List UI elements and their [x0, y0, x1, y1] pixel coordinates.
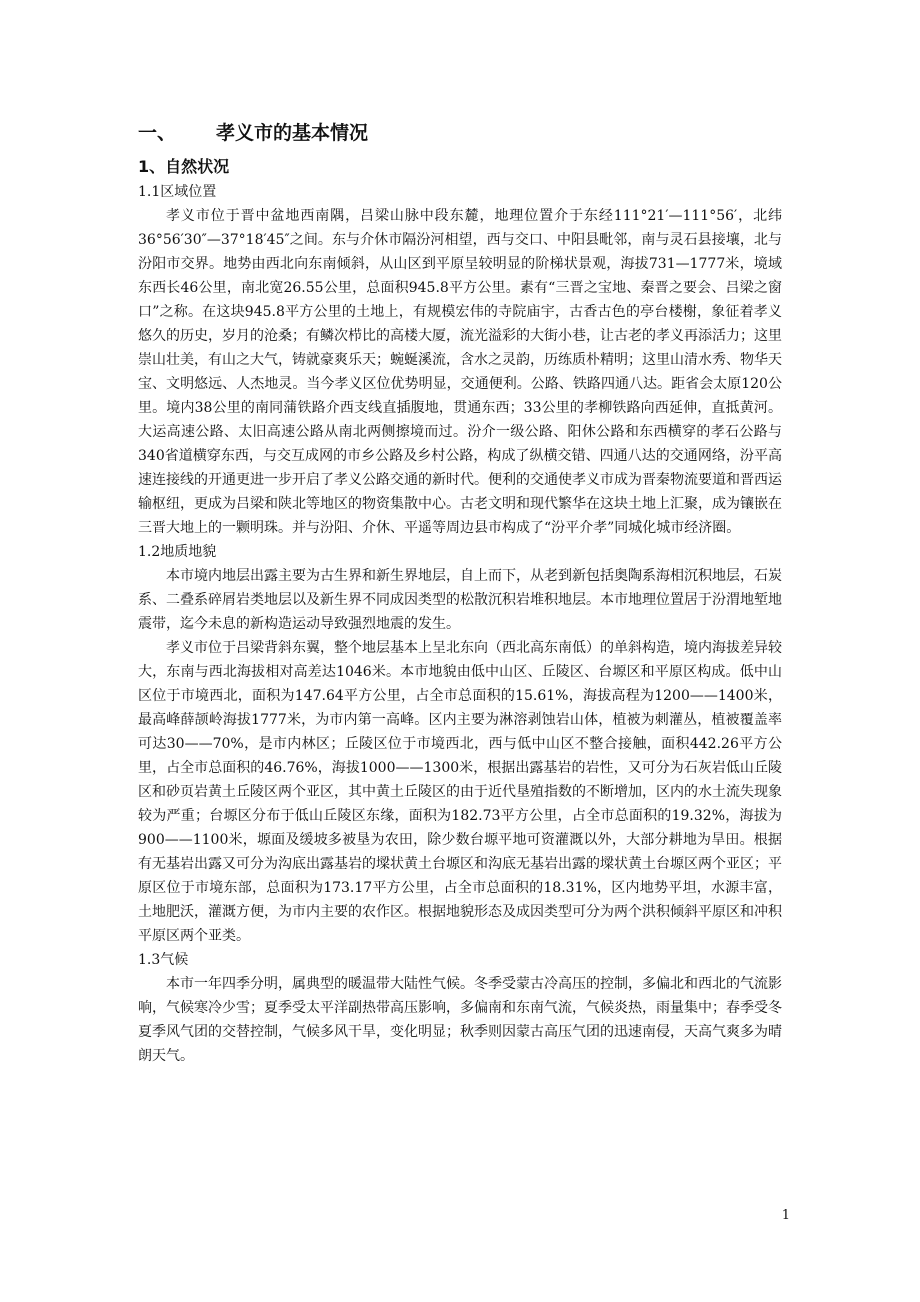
chapter-title: 孝义市的基本情况: [216, 122, 369, 144]
paragraph-location: 孝义市位于晋中盆地西南隅，吕梁山脉中段东麓，地理位置介于东经111°21′—111°56′，北纬36°56′30″—37°18′45″之间。东与介休市隔汾河相望，西与交口、中阳县毗邻，南与灵石县接壤，北与汾阳市交界。地势由西北向东南倾斜，从山区到平原呈较明显的阶梯状景观，海拔731—1777米，境域东西长46公里，南北宽26.55公里，总面积945.8平方公里。素有“三晋之宝地、秦晋之要会、吕梁之窗口”之称。在这块945.8平方公里的土地上，有规模宏伟的寺院庙宇，古香古色的亭台楼榭，象征着孝义悠久的历史，岁月的沧桑；有鳞次栉比的高楼大厦，流光溢彩的大街小巷，让古老的孝义再添活力；这里崇山壮美，有山之大气，铸就豪爽乐天；蜿蜒溪流，含水之灵韵，历练质朴精明；这里山清水秀、物华天宝、文明悠远、人杰地灵。当今孝义区位优势明显，交通便利。公路、铁路四通八达。距省会太原120公里。境内38公里的南同蒲铁路介西支线直插腹地，贯通东西；33公里的孝柳铁路向西延伸，直抵黄河。大运高速公路、太旧高速公路从南北两侧擦境而过。汾介一级公路、阳休公路和东西横穿的孝石公路与340省道横穿东西，与交互成网的市乡公路及乡村公路，构成了纵横交错、四通八达的交通网络，汾平高速连接线的开通更进一步开启了孝义公路交通的新时代。便利的交通使孝义市成为晋秦物流要道和晋西运输枢纽，更成为吕梁和陕北等地区的物资集散中心。古老文明和现代繁华在这块土地上汇聚，成为镶嵌在三晋大地上的一颗明珠。并与汾阳、介休、平遥等周边县市构成了“汾平介孝”同城化城市经济圈。: [138, 208, 782, 536]
page-number: 1: [781, 1208, 790, 1223]
paragraph-climate: 本市一年四季分明，属典型的暖温带大陆性气候。冬季受蒙古冷高压的控制，多偏北和西北的气流影响，气候寒冷少雪；夏季受太平洋副热带高压影响，多偏南和东南气流，气候炎热，雨量集中；春季受冬夏季风气团的交替控制，气候多风干旱，变化明显；秋季则因蒙古高压气团的迅速南侵，天高气爽多为晴朗天气。: [138, 976, 782, 1064]
subsection-heading-location: 1.1区域位置: [138, 184, 217, 200]
paragraph-geology-landform: 孝义市位于吕梁背斜东翼，整个地层基本上呈北东向（西北高东南低）的单斜构造，境内海拔差异较大，东南与西北海拔相对高差达1046米。本市地貌由低中山区、丘陵区、台塬区和平原区构成。低中山区位于市境西北，面积为147.64平方公里，占全市总面积的15.61%，海拔高程为1200——1400米，最高峰薛颉岭海拔1777米，为市内第一高峰。区内主要为淋溶剥蚀岩山体，植被为刺灌丛，植被覆盖率可达30——70%，是市内林区；丘陵区位于市境西北，西与低中山区不整合接触，面积442.26平方公里，占全市总面积的46.76%，海拔1000——1300米，根据出露基岩的岩性，又可分为石灰岩低山丘陵区和砂页岩黄土丘陵区两个亚区，其中黄土丘陵区的由于近代垦殖指数的不断增加，区内的水土流失现象较为严重；台塬区分布于低山丘陵区东缘，面积为182.73平方公里，占全市总面积的19.32%，海拔为900——1100米，塬面及缓坡多被垦为农田，除少数台塬平地可资灌溉以外，大部分耕地为旱田。根据有无基岩出露又可分为沟底出露基岩的墚状黄土台塬区和沟底无基岩出露的墚状黄土台塬区两个亚区；平原区位于市境东部，总面积为173.17平方公里，占全市总面积的18.31%，区内地势平坦，水源丰富，土地肥沃，灌溉方便，为市内主要的农作区。根据地貌形态及成因类型可分为两个洪积倾斜平原区和冲积平原区两个亚类。: [138, 640, 782, 944]
chapter-heading: [138, 118, 782, 148]
section-heading: 1、自然状况: [138, 157, 230, 176]
subsection-heading-geology: 1.2地质地貌: [138, 544, 217, 560]
subsection-heading-climate: 1.3气候: [138, 952, 189, 968]
chapter-number: 一、: [138, 122, 177, 144]
paragraph-geology-strata: 本市境内地层出露主要为古生界和新生界地层，自上而下，从老到新包括奥陶系海相沉积地层，石炭系、二叠系碎屑岩类地层以及新生界不同成因类型的松散沉积岩堆积地层。本市地理位置居于汾渭地堑地震带，迄今未息的新构造运动导致强烈地震的发生。: [138, 568, 782, 632]
document-page: [138, 118, 782, 1068]
